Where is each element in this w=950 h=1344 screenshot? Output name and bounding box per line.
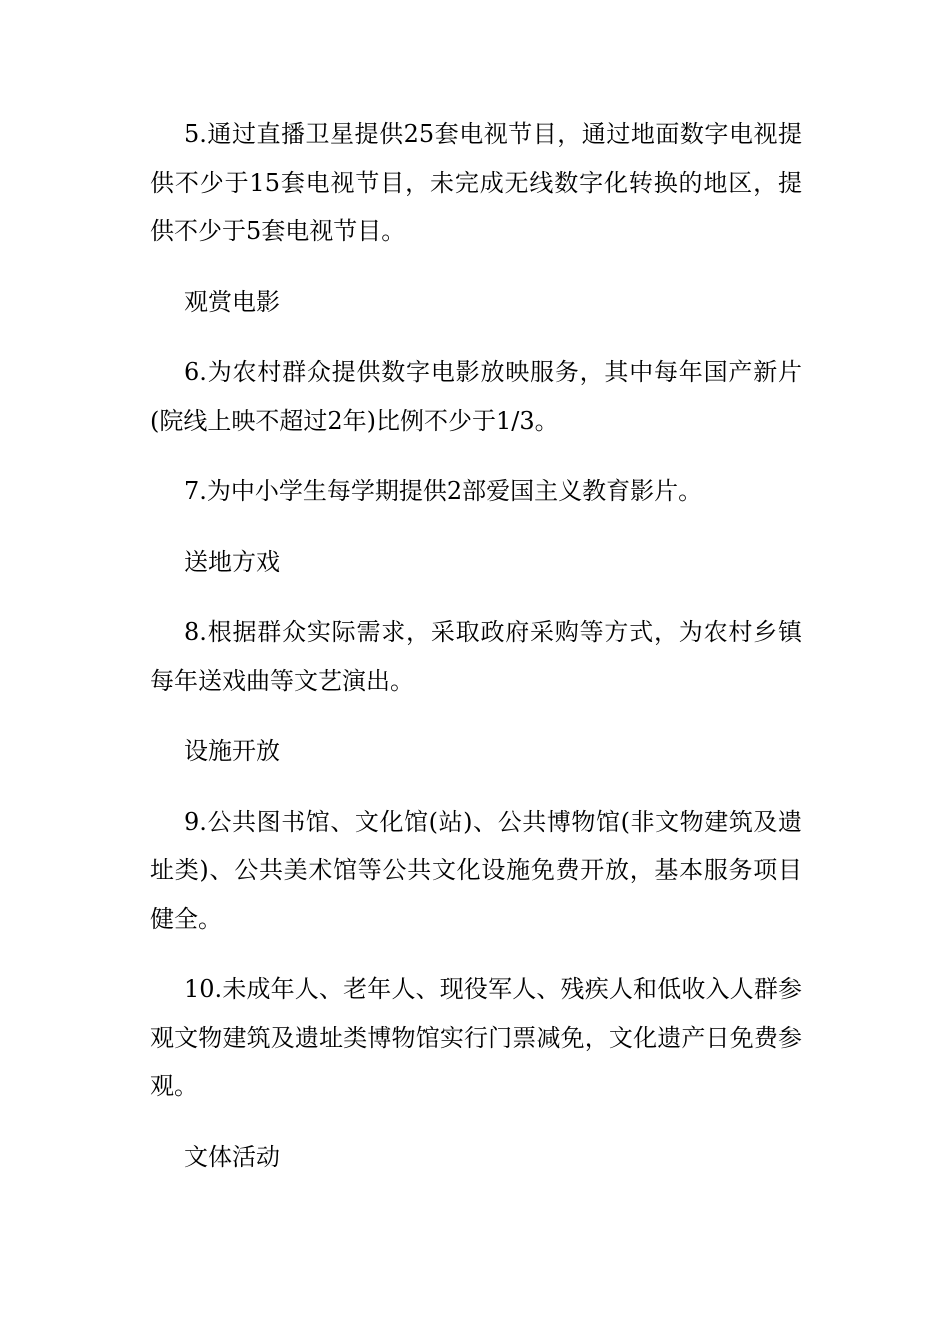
item-student-films: 7.为中小学生每学期提供2部爱国主义教育影片。 <box>184 477 703 505</box>
heading-facility-opening: 设施开放 <box>184 737 280 765</box>
item-opera-performances: 8.根据群众实际需求，采取政府采购等方式，为农村乡镇每年送戏曲等文艺演出。 <box>150 618 802 695</box>
item-digital-film: 6.为农村群众提供数字电影放映服务，其中每年国产新片(院线上映不超过2年)比例不少于1/3。 <box>150 358 802 435</box>
item-ticket-reduction: 10.未成年人、老年人、现役军人、残疾人和低收入人群参观文物建筑及遗址类博物馆实行门票减免，文化遗产日免费参观。 <box>150 975 802 1100</box>
heading-cultural-sports: 文体活动 <box>184 1142 280 1171</box>
item-tv-programs: 5.通过直播卫星提供25套电视节目，通过地面数字电视提供不少于15套电视节目，未完成无线数字化转换的地区，提供不少于5套电视节目。 <box>150 120 802 245</box>
heading-watch-movies: 观赏电影 <box>184 287 280 316</box>
item-free-facilities: 9.公共图书馆、文化馆(站)、公共博物馆(非文物建筑及遗址类)、公共美术馆等公共文化设施免费开放，基本服务项目健全。 <box>150 807 802 933</box>
document-page <box>150 110 802 1203</box>
heading-local-opera: 送地方戏 <box>184 547 280 576</box>
